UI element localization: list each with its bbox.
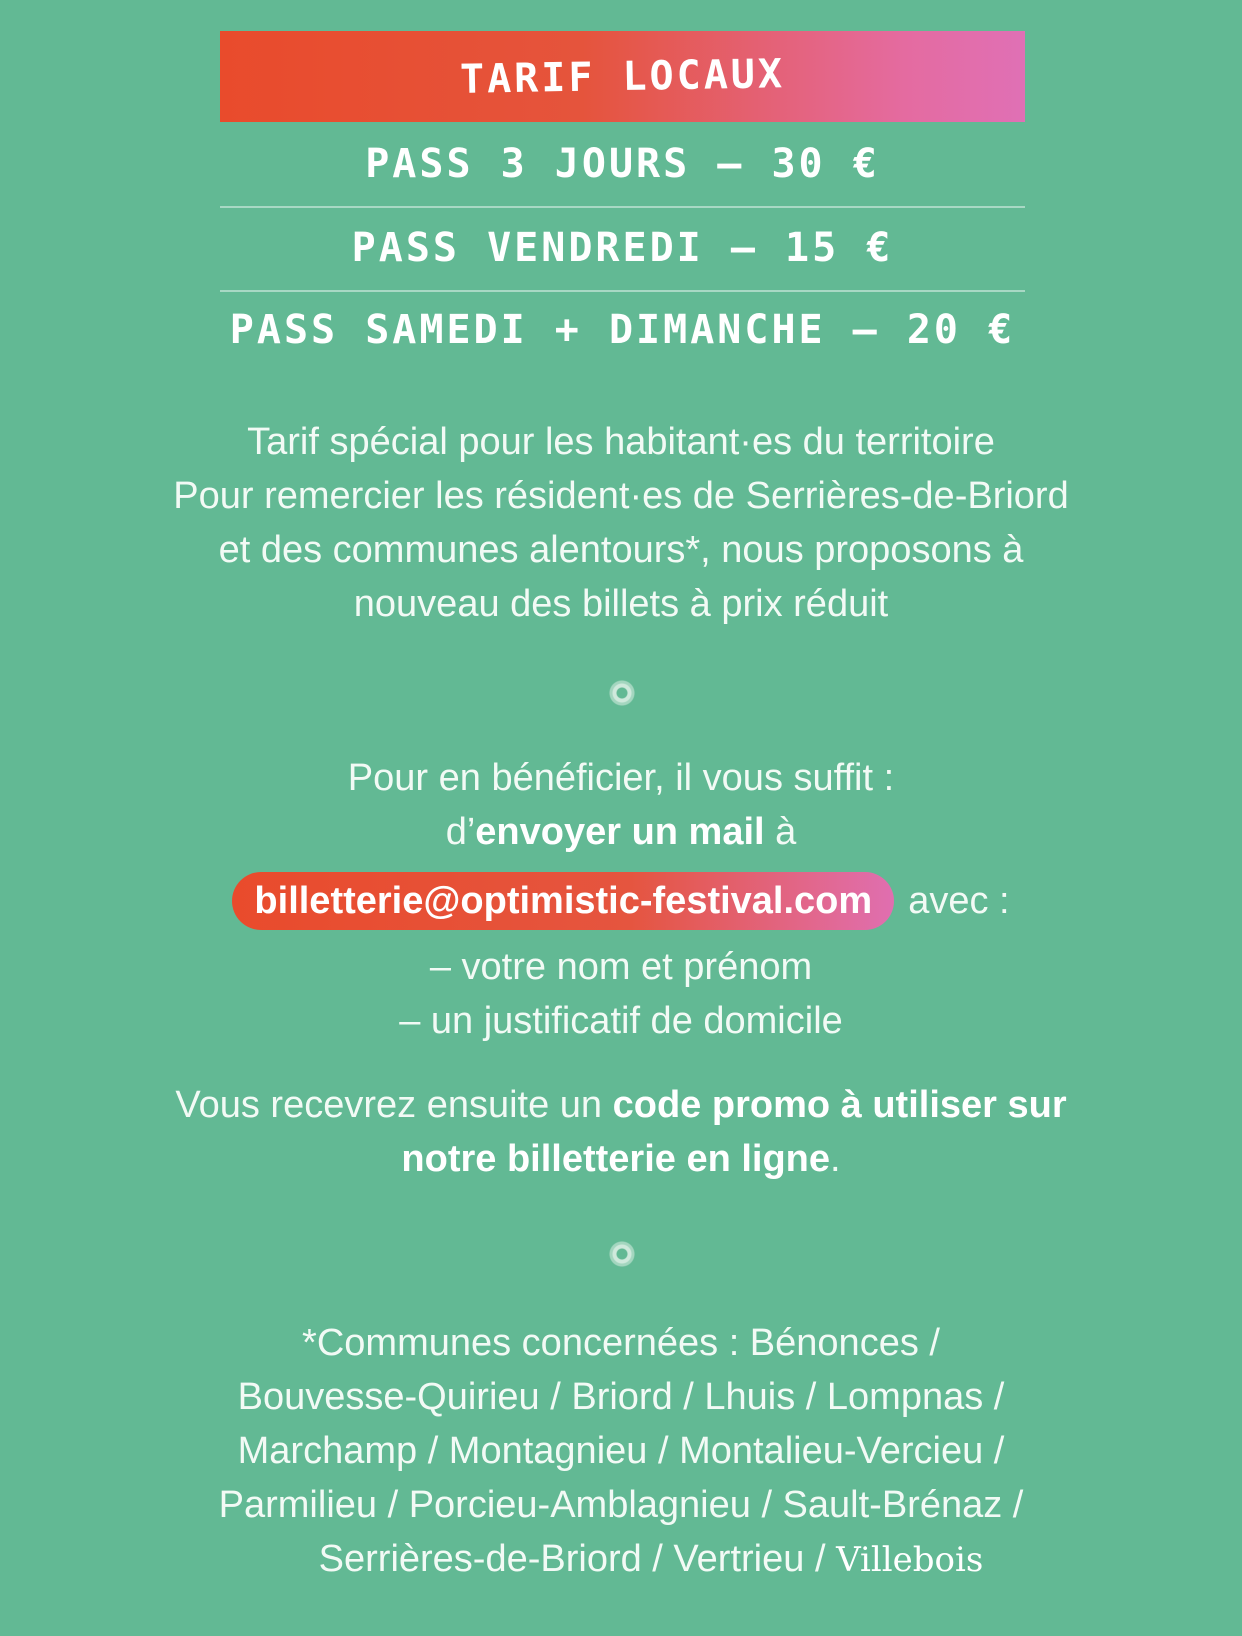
price-row-vendredi [220, 206, 1025, 292]
banner-title: TARIF LOCAUX [459, 50, 786, 103]
price-row-samedi-dimanche [220, 288, 1025, 372]
price-row-3-jours [220, 122, 1025, 208]
price-label: PASS SAMEDI + DIMANCHE – 20 € [229, 307, 1016, 353]
separator: / [804, 1538, 837, 1580]
intro-line: Pour remercier les résident·es de Serrières-de-Briord [173, 475, 1069, 517]
text-fragment: Vous recevrez ensuite un [175, 1084, 613, 1126]
email-suffix: avec : [908, 879, 1010, 922]
intro-paragraph [0, 415, 1242, 631]
bold-fragment: code promo à utiliser sur [612, 1084, 1067, 1126]
tarif-banner [220, 31, 1025, 122]
bold-fragment: envoyer un mail [475, 811, 765, 853]
sparkle-divider-icon [605, 1237, 639, 1271]
intro-line: nouveau des billets à prix réduit [353, 583, 889, 625]
benefit-paragraph [0, 751, 1242, 859]
email-link[interactable]: billetterie@optimistic-festival.com [232, 872, 894, 930]
price-label: PASS 3 JOURS – 30 € [365, 141, 880, 187]
bold-fragment: notre billetterie en ligne [401, 1138, 831, 1180]
communes-line: Serrières-de-Briord / Vertrieu [318, 1538, 805, 1580]
promo-paragraph [0, 1078, 1242, 1186]
list-item: – un justificatif de domicile [399, 1000, 843, 1042]
benefit-line [0, 805, 1242, 859]
promo-line [0, 1132, 1242, 1186]
communes-line: *Communes concernées : Bénonces / [302, 1322, 940, 1364]
sparkle-divider-icon [605, 676, 639, 710]
requirements-list [0, 940, 1242, 1048]
communes-line: Marchamp / Montagnieu / Montalieu-Vercieu / [237, 1430, 1005, 1472]
text-fragment: d’ [445, 811, 476, 853]
communes-list [0, 1316, 1242, 1532]
intro-line: Tarif spécial pour les habitant·es du territoire [247, 421, 995, 463]
text-fragment: à [764, 811, 797, 853]
email-line [0, 872, 1242, 930]
communes-line: Bouvesse-Quirieu / Briord / Lhuis / Lompnas / [237, 1376, 1005, 1418]
promo-line [0, 1078, 1242, 1132]
intro-line: et des communes alentours*, nous proposons à [218, 529, 1024, 571]
commune-villebois: Villebois [836, 1540, 984, 1580]
communes-last-line [0, 1532, 1242, 1587]
benefit-line: Pour en bénéficier, il vous suffit : [347, 757, 895, 799]
communes-line: Parmilieu / Porcieu-Amblagnieu / Sault-Brénaz / [218, 1484, 1024, 1526]
price-label: PASS VENDREDI – 15 € [351, 225, 894, 271]
list-item: – votre nom et prénom [429, 946, 813, 988]
text-fragment: . [830, 1138, 841, 1180]
